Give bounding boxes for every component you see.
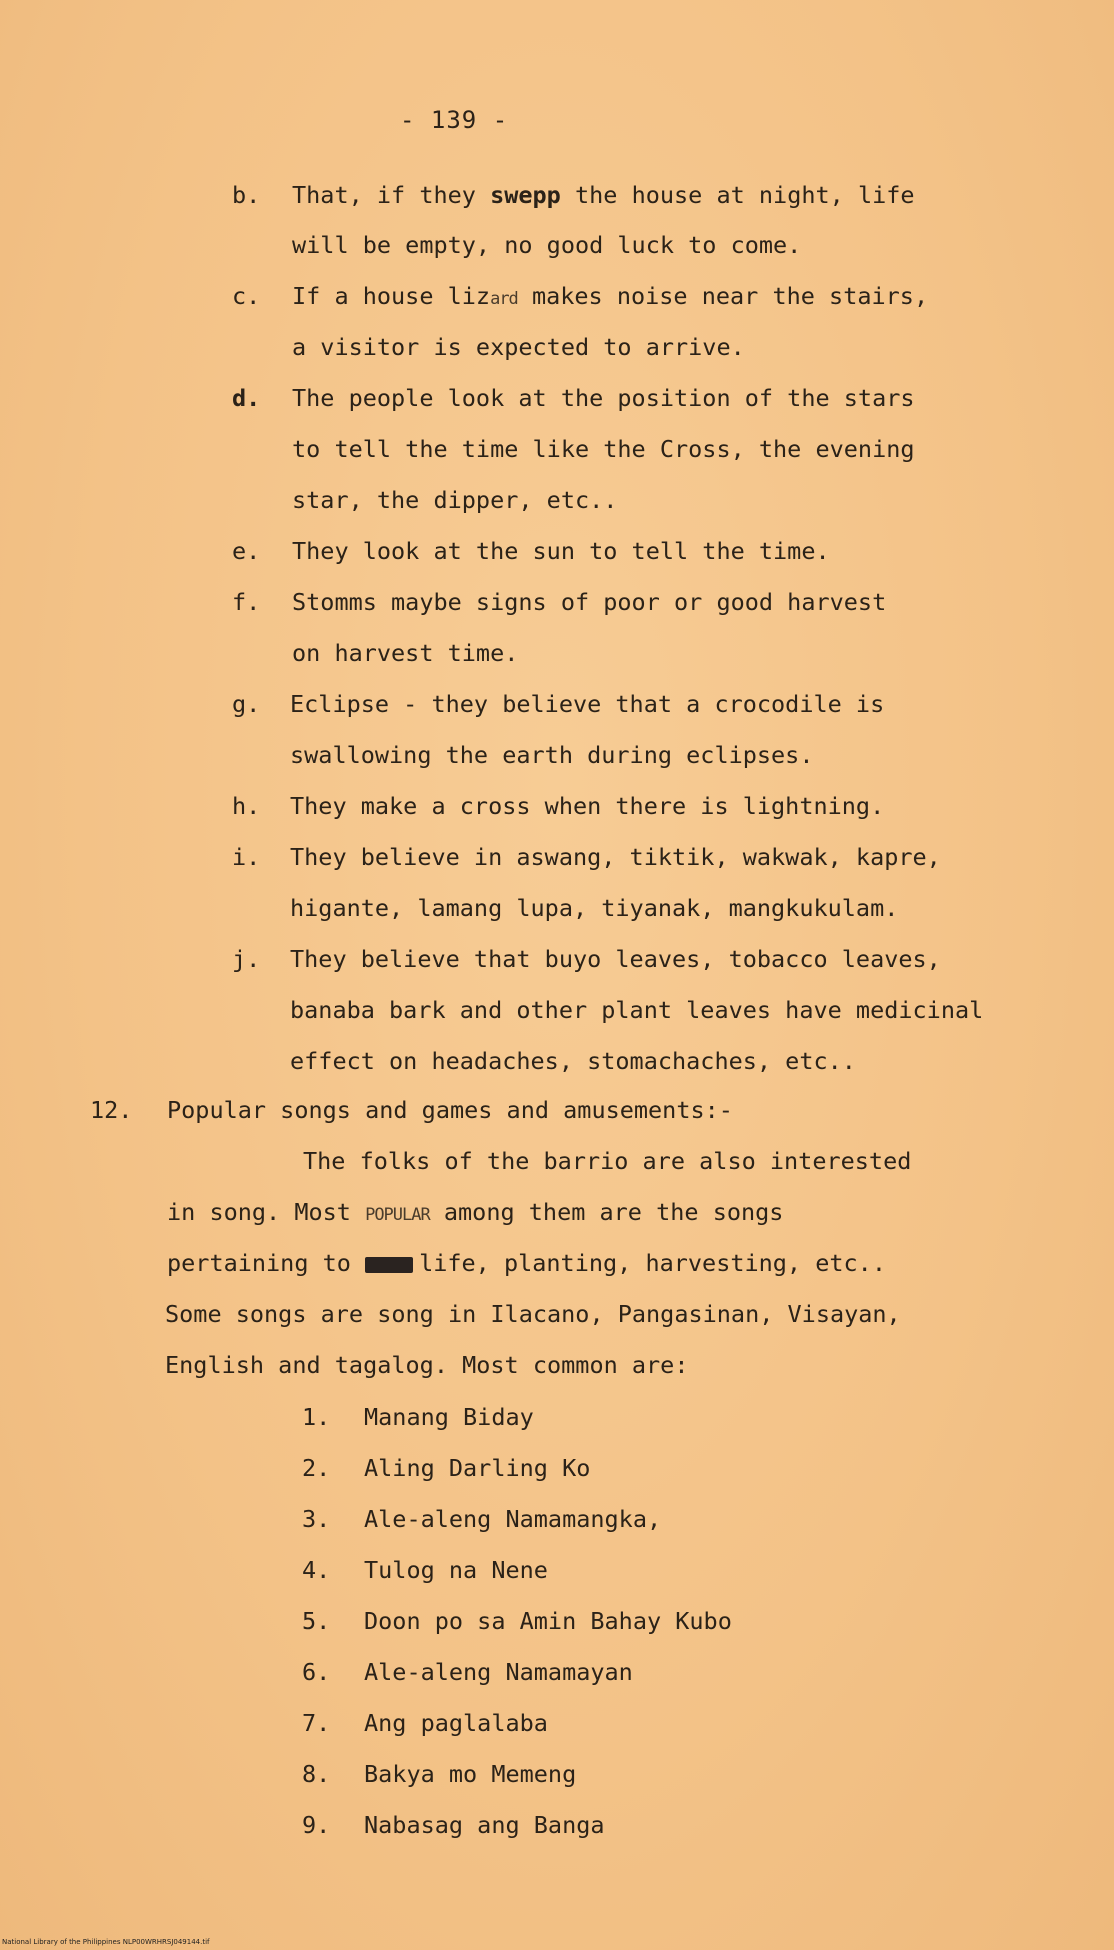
item-j-line-1: They believe that buyo leaves, tobacco leaves, [290, 945, 941, 973]
song-number: 9. [302, 1811, 331, 1839]
text-segment: That, if they [292, 181, 491, 209]
song-title: Tulog na Nene [364, 1556, 548, 1584]
bold-word: swepp [490, 181, 561, 209]
item-label-d: d. [232, 384, 261, 412]
song-title: Doon po sa Amin Bahay Kubo [364, 1607, 732, 1635]
page-number: - 139 - [400, 106, 509, 134]
song-title: Nabasag ang Banga [364, 1811, 605, 1839]
song-title: Manang Biday [364, 1403, 534, 1431]
paragraph-line-1: The folks of the barrio are also interested [303, 1147, 912, 1175]
item-label-h: h. [232, 792, 261, 820]
item-b-line-2: will be empty, no good luck to come. [292, 231, 802, 259]
item-label-b: b. [232, 181, 261, 209]
song-number: 5. [302, 1607, 331, 1635]
song-number: 7. [302, 1709, 331, 1737]
song-number: 6. [302, 1658, 331, 1686]
song-title: Aling Darling Ko [364, 1454, 591, 1482]
paragraph-line-2 [167, 1198, 783, 1229]
item-h-line-1: They make a cross when there is lightning. [290, 792, 885, 820]
item-f-line-2: on harvest time. [292, 639, 519, 667]
item-label-g: g. [232, 690, 261, 718]
item-j-line-2: banaba bark and other plant leaves have medicinal [290, 996, 984, 1024]
item-j-line-3: effect on headaches, stomachaches, etc.. [290, 1047, 856, 1075]
song-title: Bakya mo Memeng [364, 1760, 577, 1788]
item-e-line-1: They look at the sun to tell the time. [292, 537, 830, 565]
text-segment: pertaining to [167, 1249, 366, 1277]
paragraph-line-5: English and tagalog. Most common are: [165, 1351, 689, 1379]
song-title: Ale-aleng Namamangka, [364, 1505, 662, 1533]
song-title: Ale-aleng Namamayan [364, 1658, 633, 1686]
text-segment: among them are the songs [429, 1198, 784, 1226]
text-segment: the house at night, life [560, 181, 915, 209]
text-segment: life, planting, harvesting, etc.. [419, 1249, 886, 1277]
text-segment: makes noise near the stairs, [517, 282, 929, 310]
item-d-line-2: to tell the time like the Cross, the evening [292, 435, 915, 463]
item-label-i: i. [232, 843, 261, 871]
item-g-line-1: Eclipse - they believe that a crocodile is [290, 690, 885, 718]
item-d-line-1: The people look at the position of the stars [292, 384, 915, 412]
song-number: 1. [302, 1403, 331, 1431]
text-segment: in song. Most [167, 1198, 366, 1226]
paragraph-line-3 [167, 1249, 886, 1277]
section-heading: Popular songs and games and amusements:- [167, 1096, 733, 1124]
scan-footer: National Library of the Philippines NLP00WRHRSJ049144.tif [2, 1938, 210, 1946]
redaction-mark [365, 1257, 413, 1273]
item-g-line-2: swallowing the earth during eclipses. [290, 741, 814, 769]
song-number: 4. [302, 1556, 331, 1584]
overtyped-text: POPULAR [365, 1205, 430, 1225]
item-label-j: j. [232, 945, 261, 973]
item-b-line-1 [292, 181, 915, 209]
item-label-e: e. [232, 537, 261, 565]
text-segment: If a house liz [292, 282, 491, 310]
item-f-line-1: Stomms maybe signs of poor or good harvest [292, 588, 887, 616]
paragraph-line-4: Some songs are song in Ilacano, Pangasinan, Visayan, [165, 1300, 901, 1328]
song-title: Ang paglalaba [364, 1709, 548, 1737]
item-label-f: f. [232, 588, 261, 616]
item-d-line-3: star, the dipper, etc.. [292, 486, 618, 514]
overtyped-text: ard [490, 289, 518, 309]
item-i-line-1: They believe in aswang, tiktik, wakwak, kapre, [290, 843, 941, 871]
item-c-line-2: a visitor is expected to arrive. [292, 333, 745, 361]
song-number: 2. [302, 1454, 331, 1482]
song-number: 8. [302, 1760, 331, 1788]
item-label-c: c. [232, 282, 261, 310]
item-c-line-1 [292, 282, 928, 313]
section-number: 12. [90, 1096, 133, 1124]
item-i-line-2: higante, lamang lupa, tiyanak, mangkukulam. [290, 894, 899, 922]
song-number: 3. [302, 1505, 331, 1533]
